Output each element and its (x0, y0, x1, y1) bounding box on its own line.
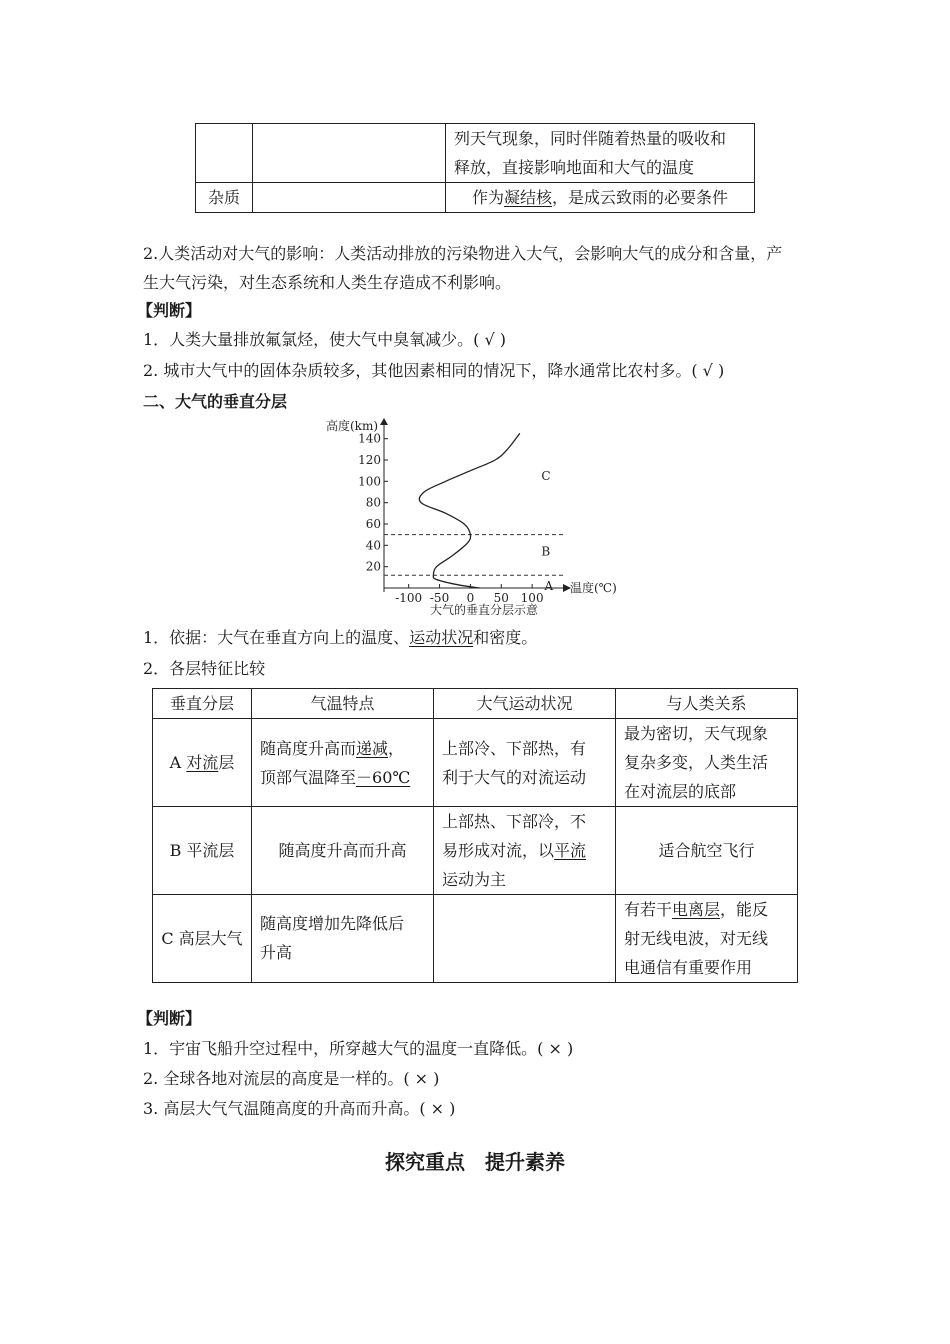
upper-atmosphere-motion (434, 895, 616, 983)
y-axis-arrow (380, 418, 388, 425)
chart-ylabel: 高度(km) (326, 419, 379, 433)
temperature-curve (419, 433, 520, 588)
stratosphere-temp: 随高度升高而升高 (252, 807, 434, 895)
footer-heading: 探究重点 提升素养 (385, 1150, 565, 1174)
y-tick-label: 120 (358, 453, 381, 467)
header-temp: 气温特点 (252, 689, 434, 719)
composition-cell-content (253, 124, 446, 183)
troposphere-relation: 最为密切，天气现象 复杂多变，人类生活 在对流层的底部 (616, 719, 798, 807)
compare-title: 2．各层特征比较 (143, 659, 266, 678)
composition-table (195, 123, 755, 213)
stratosphere-name: B 平流层 (153, 807, 252, 895)
y-tick-label: 100 (358, 474, 381, 489)
upper-atmosphere-relation: 有若干电离层，能反 射无线电波，对无线 电通信有重要作用 (616, 895, 798, 983)
header-layer: 垂直分层 (153, 689, 252, 719)
chart-title: 大气的垂直分层示意 (429, 603, 539, 617)
human-impact-line-1: 2.人类活动对大气的影响：人类活动排放的污染物进入大气，会影响大气的成分和含量，产 (143, 244, 783, 263)
atmosphere-layer-chart (320, 416, 640, 620)
composition-cell-effect (446, 124, 755, 183)
impurity-content (253, 183, 446, 213)
x-tick-label: 0 (466, 591, 475, 605)
basis-line: 1．依据：大气在垂直方向上的温度、运动状况和密度。 (143, 628, 538, 647)
composition-cell-name (196, 124, 253, 183)
judge1-item-1: 1．人类大量排放氟氯烃，使大气中臭氧减少。( √ ) (143, 330, 507, 349)
chart-xlabel: 温度(℃) (570, 581, 617, 595)
judge2-item-3: 3. 高层大气气温随高度的升高而升高。( × ) (143, 1099, 456, 1118)
x-tick-label: -100 (395, 591, 423, 605)
judge1-item-2: 2. 城市大气中的固体杂质较多，其他因素相同的情况下，降水通常比农村多。( √ ) (143, 361, 725, 380)
layer-label-c: C (541, 469, 551, 483)
layer-boundaries (384, 535, 563, 576)
header-motion: 大气运动状况 (434, 689, 616, 719)
layer-label-a: A (544, 578, 554, 593)
impurity-effect: 作为凝结核，是成云致雨的必要条件 (446, 183, 755, 213)
effect-line-2: 释放，直接影响地面和大气的温度 (454, 158, 695, 177)
troposphere-motion: 上部冷、下部热，有 利于大气的对流运动 (434, 719, 616, 807)
upper-atmosphere-name: C 高层大气 (153, 895, 252, 983)
header-relation: 与人类关系 (616, 689, 798, 719)
x-tick-label: -50 (429, 591, 450, 605)
troposphere-name: A 对流层 (153, 719, 252, 807)
stratosphere-relation: 适合航空飞行 (616, 807, 798, 895)
troposphere-temp: 随高度升高而递减， 顶部气温降至－60℃ (252, 719, 434, 807)
y-tick-label: 40 (365, 538, 381, 553)
section2-title: 二、大气的垂直分层 (143, 392, 288, 411)
y-tick-label: 80 (365, 495, 381, 510)
x-tick-label: 50 (493, 591, 509, 605)
stratosphere-motion: 上部热、下部冷，不 易形成对流，以平流 运动为主 (434, 807, 616, 895)
impurity-label: 杂质 (196, 183, 253, 213)
upper-atmosphere-temp: 随高度增加先降低后 升高 (252, 895, 434, 983)
x-tick-label: 100 (520, 591, 544, 605)
effect-line-1: 列天气现象，同时伴随着热量的吸收和 (454, 129, 727, 148)
motion-status-term: 运动状况 (409, 628, 474, 647)
layer-comparison-table (152, 688, 798, 983)
judge2-item-1: 1．宇宙飞船升空过程中，所穿越大气的温度一直降低。( × ) (143, 1039, 574, 1058)
judge-title-2: 【判断】 (137, 1009, 202, 1028)
y-tick-label: 20 (365, 559, 381, 574)
y-tick-label: 140 (358, 431, 381, 446)
y-tick-label: 60 (365, 517, 381, 531)
human-impact-line-2: 生大气污染，对生态系统和人类生存造成不利影响。 (143, 273, 512, 292)
judge-title-1: 【判断】 (137, 301, 202, 320)
layer-label-b: B (541, 544, 551, 559)
judge2-item-2: 2. 全球各地对流层的高度是一样的。( × ) (143, 1069, 440, 1088)
condensation-nuclei-term: 凝结核 (503, 188, 552, 207)
